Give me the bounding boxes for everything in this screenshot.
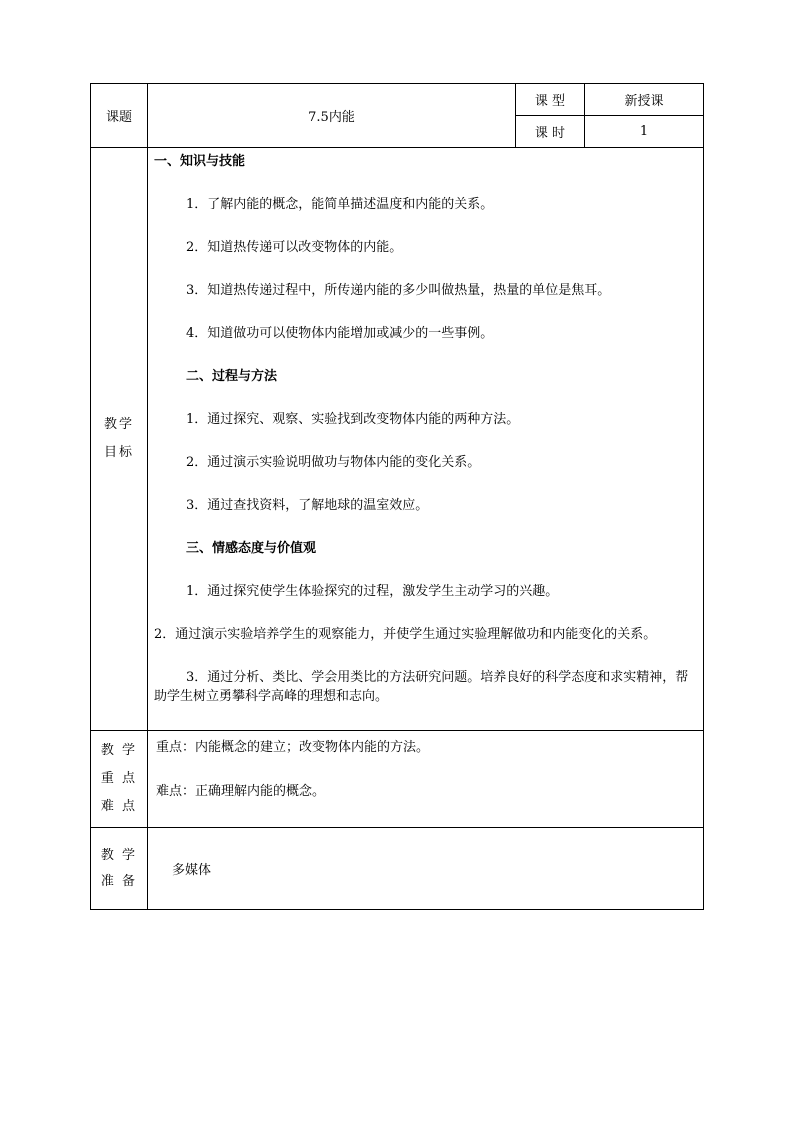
- preparation-label: [91, 828, 148, 910]
- objective-item: 2．知道热传递可以改变物体的内能。: [186, 240, 403, 255]
- objective-item: 3．通过查找资料，了解地球的温室效应。: [186, 498, 429, 513]
- preparation-label-line1: 教 学: [100, 847, 138, 863]
- objectives-content: [148, 148, 704, 731]
- lesson-type-label: 课 型: [516, 84, 585, 116]
- objective-item: 2．通过演示实验说明做功与物体内能的变化关系。: [186, 455, 481, 470]
- section-heading: 一、知识与技能: [154, 154, 246, 169]
- preparation-value: 多媒体: [148, 828, 704, 910]
- objectives-label: [91, 148, 148, 731]
- lesson-plan-table: [90, 83, 704, 910]
- keypoints-label: [91, 731, 148, 828]
- objective-item: 2．通过演示实验培养学生的观察能力，并使学生通过实验理解做功和内能变化的关系。: [154, 627, 657, 642]
- topic-label: 课题: [91, 84, 148, 148]
- objective-item: 1．了解内能的概念，能简单描述温度和内能的关系。: [186, 197, 494, 212]
- lesson-hours-label: 课 时: [516, 116, 585, 148]
- topic-title: 7.5内能: [148, 84, 516, 148]
- objective-item: 3．通过分析、类比、学会用类比的方法研究问题。培养良好的科学态度和求实精神，帮助学生树立勇攀科学高峰的理想和志向。: [154, 670, 689, 704]
- lesson-type-value: 新授课: [585, 84, 704, 116]
- preparation-label-line2: 准 备: [100, 873, 138, 889]
- keypoints-label-line2: 重 点: [100, 771, 138, 786]
- objective-item: 4．知道做功可以使物体内能增加或减少的一些事例。: [186, 326, 494, 341]
- objective-item: 3．知道热传递过程中，所传递内能的多少叫做热量，热量的单位是焦耳。: [186, 283, 611, 298]
- keypoints-label-line3: 难 点: [100, 799, 138, 814]
- keypoints-content: [148, 731, 704, 828]
- objectives-label-line1: 教学: [103, 417, 134, 432]
- key-point: 重点：内能概念的建立；改变物体内能的方法。: [156, 740, 430, 755]
- difficult-point: 难点：正确理解内能的概念。: [156, 784, 326, 799]
- objective-item: 1．通过探究、观察、实验找到改变物体内能的两种方法。: [186, 412, 520, 427]
- section-heading: 二、过程与方法: [186, 369, 278, 384]
- lesson-hours-value: 1: [585, 116, 704, 148]
- objectives-label-line2: 目标: [103, 445, 134, 460]
- keypoints-label-line1: 教 学: [100, 743, 138, 758]
- objective-item: 1．通过探究使学生体验探究的过程，激发学生主动学习的兴趣。: [186, 584, 559, 599]
- section-heading: 三、情感态度与价值观: [186, 541, 317, 556]
